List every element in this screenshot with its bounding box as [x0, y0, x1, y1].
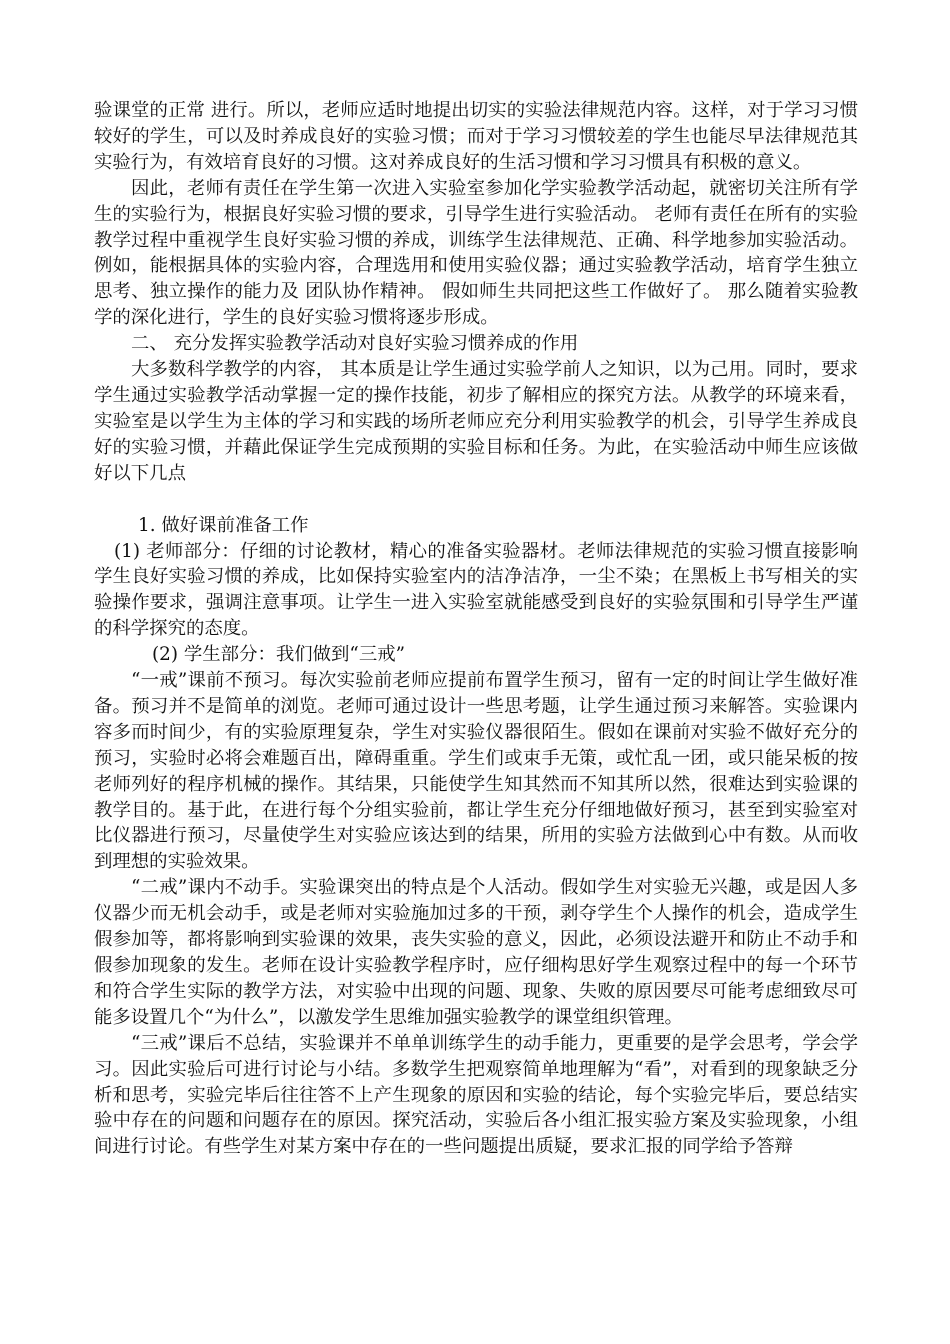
paragraph: “三戒”课后不总结，实验课并不单单训练学生的动手能力，更重要的是学会思考，学会学习。因此实验后可进行讨论与小结。多数学生把观察简单地理解为“看”，对看到的现象缺乏分析和思考，实验完毕后往往答不上产生现象的原因和实验的结论，每个实验完毕后，要总结实验中存在的问题和问题存在的原因。探究活动，实验后各小组汇报实验方案及实验现象，小组间进行讨论。有些学生对某方案中存在的一些问题提出质疑，要求汇报的同学给予答辩	[94, 1032, 858, 1158]
paragraph: 大多数科学教学的内容， 其本质是让学生通过实验学前人之知识，以为己用。同时，要求学生通过实验教学活动掌握一定的操作技能，初步了解相应的探究方法。从教学的环境来看，实验室是以学生为主体的学习和实践的场所老师应充分利用实验教学的机会，引导学生养成良好的实验习惯，并藉此保证学生完成预期的实验目标和任务。为此，在实验活动中师生应该做好以下几点	[94, 359, 858, 484]
paragraph: 因此，老师有责任在学生第一次进入实验室参加化学实验教学活动起，就密切关注所有学生的实验行为，根据良好实验习惯的要求，引导学生进行实验活动。 老师有责任在所有的实验教学过程中重视学生良好实验习惯的养成，训练学生法律规范、正确、科学地参加实验活动。例如，能根据具体的实验内容，合理选用和使用实验仪器；通过实验教学活动，培育学生独立思考、独立操作的能力及 团队协作精神。 假如师生共同把这些工作做好了。 那么随着实验教学的深化进行，学生的良好实验习惯将逐步形成。	[94, 177, 858, 329]
blank-line	[94, 487, 858, 513]
paragraph: (1) 老师部分：仔细的讨论教材，精心的准备实验器材。老师法律规范的实验习惯直接影响学生良好实验习惯的养成，比如保持实验室内的洁净洁净，一尘不染；在黑板上书写相关的实验操作要求，强调注意事项。让学生一进入实验室就能感受到良好的实验氛围和引导学生严谨的科学探究的态度。	[94, 540, 858, 640]
subsection-heading: 1. 做好课前准备工作	[138, 514, 309, 536]
paragraph: 验课堂的正常 进行。所以，老师应适时地提出切实的实验法律规范内容。这样，对于学习习惯较好的学生，可以及时养成良好的实验习惯；而对于学习习惯较差的学生也能尽早法律规范其实验行为，有效培育良好的习惯。这对养成良好的生活习惯和学习习惯具有积极的意义。	[94, 100, 858, 173]
document-page	[94, 98, 858, 1160]
section-heading: 二、 充分发挥实验教学活动对良好实验习惯养成的作用	[131, 333, 579, 355]
paragraph: “二戒”课内不动手。实验课突出的特点是个人活动。假如学生对实验无兴趣，或是因人多仪器少而无机会动手，或是老师对实验施加过多的干预，剥夺学生个人操作的机会，造成学生假参加等，都将影响到实验课的效果，丧失实验的意义，因此，必须设法避开和防止不动手和假参加现象的发生。老师在设计实验教学程序时，应仔细构思好学生观察过程中的每一个环节和符合学生实际的教学方法，对实验中出现的问题、现象、失败的原因要尽可能考虑细致尽可能多设置几个“为什么”，以激发学生思维加强实验教学的课堂组织管理。	[94, 877, 858, 1028]
paragraph: (2) 学生部分：我们做到“三戒”	[152, 644, 405, 666]
paragraph: “一戒”课前不预习。每次实验前老师应提前布置学生预习，留有一定的时间让学生做好准备。预习并不是简单的浏览。老师可通过设计一些思考题，让学生通过预习来解答。实验课内容多而时间少，有的实验原理复杂，学生对实验仪器很陌生。假如在课前对实验不做好充分的预习，实验时必将会难题百出，障碍重重。学生们或束手无策，或忙乱一团，或只能呆板的按老师列好的程序机械的操作。其结果，只能使学生知其然而不知其所以然，很难达到实验课的教学目的。基于此，在进行每个分组实验前，都让学生充分仔细地做好预习，甚至到实验室对比仪器进行预习，尽量使学生对实验应该达到的结果，所用的实验方法做到心中有数。从而收到理想的实验效果。	[94, 670, 858, 873]
